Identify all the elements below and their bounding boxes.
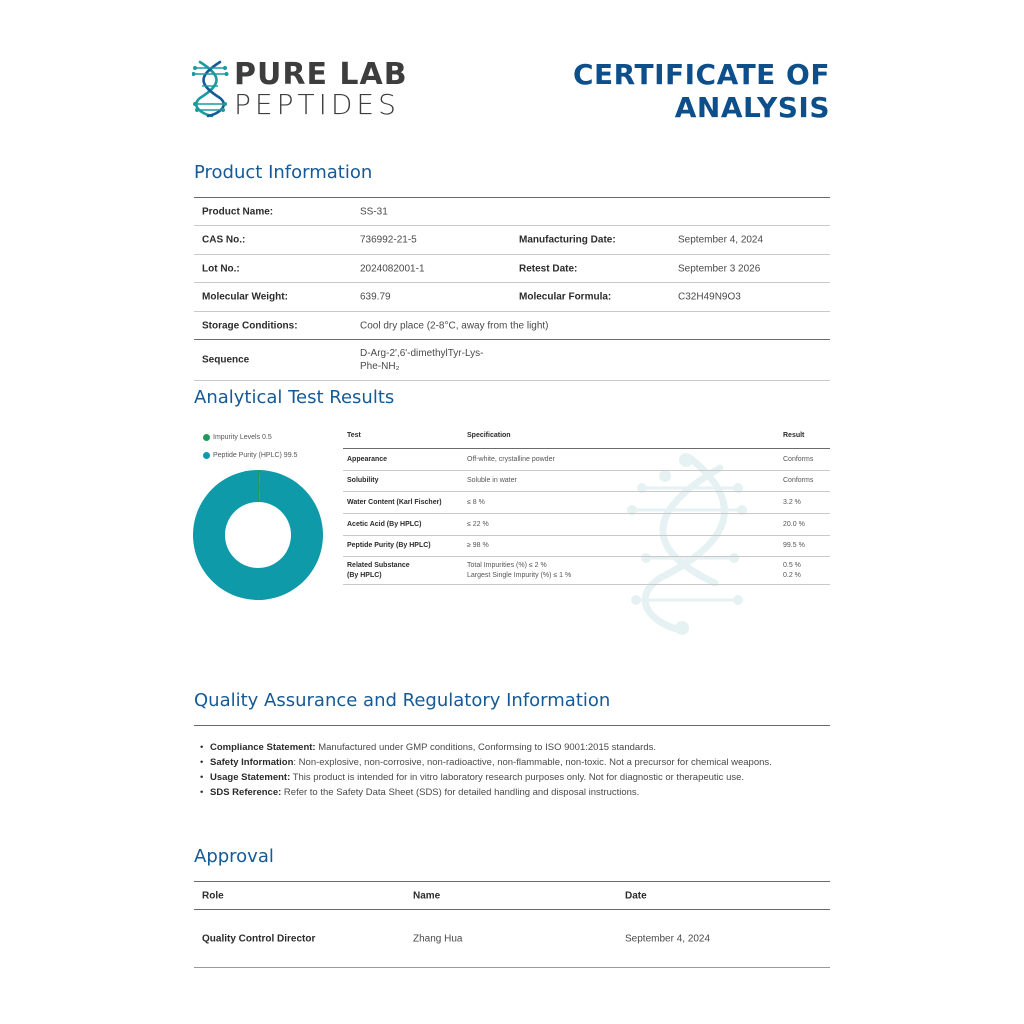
donut-slice-peptide-purity-hplc bbox=[193, 470, 323, 600]
qa-heading: Quality Assurance and Regulatory Information bbox=[194, 690, 611, 711]
test-name: Appearance bbox=[347, 455, 388, 463]
product-name-row bbox=[194, 198, 830, 226]
test-name: Acetic Acid (By HPLC) bbox=[347, 520, 422, 528]
logo-wordmark-top: PURE LAB bbox=[234, 56, 408, 92]
test-result-line-2: 0.2 % bbox=[783, 571, 801, 579]
test-spec: ≤ 22 % bbox=[467, 520, 489, 528]
sequence-row bbox=[194, 340, 830, 381]
approval-col-date: Date bbox=[625, 890, 647, 901]
retest-value: September 3 2026 bbox=[678, 263, 761, 274]
title-line-1: CERTIFICATE OF bbox=[573, 58, 830, 91]
sequence-line-2: Phe-NH₂ bbox=[360, 361, 400, 372]
mfg-date-value: September 4, 2024 bbox=[678, 234, 764, 246]
test-name: Peptide Purity (By HPLC) bbox=[347, 542, 431, 549]
cas-value: 736992-21-5 bbox=[360, 234, 417, 246]
item-text: This product is intended for in vitro laboratory research purposes only. Not for diagnostic or therapeutic use. bbox=[290, 772, 745, 783]
formula-label: Molecular Formula: bbox=[519, 291, 612, 303]
table-row bbox=[343, 449, 830, 471]
mw-value: 639.79 bbox=[360, 291, 391, 303]
table-row bbox=[343, 514, 830, 536]
legend-item-purity bbox=[203, 452, 297, 459]
test-spec: Soluble in water bbox=[467, 477, 517, 484]
table-header-row bbox=[343, 424, 830, 449]
document-title bbox=[573, 58, 830, 124]
item-text: Refer to the Safety Data Sheet (SDS) for detailed handling and disposal instructions. bbox=[281, 787, 640, 798]
approval-col-name: Name bbox=[413, 890, 441, 901]
lot-row bbox=[194, 255, 830, 283]
legend-swatch bbox=[203, 434, 210, 441]
item-label: Safety Information bbox=[210, 757, 294, 768]
test-name bbox=[347, 561, 410, 581]
test-spec: Off-white, crystalline powder bbox=[467, 455, 555, 463]
test-spec: ≥ 98 % bbox=[467, 542, 489, 549]
list-item bbox=[210, 770, 830, 785]
list-item bbox=[210, 740, 830, 755]
test-result-line-1: 0.5 % bbox=[783, 561, 801, 569]
test-name-line-2: (By HPLC) bbox=[347, 571, 382, 579]
test-name-line-1: Related Substance bbox=[347, 561, 410, 569]
dna-helix-icon bbox=[192, 58, 232, 120]
qa-list bbox=[210, 740, 830, 800]
approval-name: Zhang Hua bbox=[413, 933, 463, 945]
header-result: Result bbox=[783, 432, 805, 439]
test-spec-line-2: Largest Single Impurity (%) ≤ 1 % bbox=[467, 571, 572, 579]
sequence-label: Sequence bbox=[202, 354, 250, 366]
table-row bbox=[343, 492, 830, 514]
item-text: : Non-explosive, non-corrosive, non-radioactive, non-flammable, non-toxic. Not a precursor for chemical weapons. bbox=[293, 757, 772, 768]
header-spec: Specification bbox=[467, 432, 511, 439]
approval-date: September 4, 2024 bbox=[625, 933, 711, 945]
approval-heading: Approval bbox=[194, 846, 274, 867]
table-row bbox=[343, 471, 830, 492]
lot-label: Lot No.: bbox=[202, 263, 240, 274]
legend-label: Impurity Levels 0.5 bbox=[213, 434, 272, 441]
cas-label: CAS No.: bbox=[202, 234, 246, 246]
approval-header-row bbox=[194, 882, 830, 910]
product-name-label: Product Name: bbox=[202, 206, 274, 217]
list-item bbox=[210, 755, 830, 770]
product-info-heading: Product Information bbox=[194, 162, 373, 183]
test-result: 20.0 % bbox=[783, 520, 805, 528]
purity-donut-chart bbox=[193, 470, 323, 600]
legend-swatch bbox=[203, 452, 210, 459]
test-result: 3.2 % bbox=[783, 498, 801, 506]
test-spec bbox=[467, 561, 571, 581]
divider bbox=[194, 725, 830, 726]
item-text: Manufactured under GMP conditions, Conformsing to ISO 9001:2015 standards. bbox=[315, 742, 657, 753]
test-result: Conforms bbox=[783, 455, 814, 463]
approval-role: Quality Control Director bbox=[202, 933, 316, 945]
storage-value: Cool dry place (2-8°C, away from the light) bbox=[360, 320, 549, 331]
product-name-value: SS-31 bbox=[360, 206, 388, 217]
logo-wordmark-bottom: PEPTIDES bbox=[234, 87, 400, 121]
test-name: Water Content (Karl Fischer) bbox=[347, 498, 442, 506]
sequence-line-1: D-Arg-2',6'-dimethylTyr-Lys- bbox=[360, 348, 484, 359]
title-line-2: ANALYSIS bbox=[674, 91, 830, 124]
item-label: Usage Statement: bbox=[210, 772, 291, 783]
cas-row bbox=[194, 226, 830, 255]
company-logo bbox=[192, 58, 408, 120]
legend-label: Peptide Purity (HPLC) 99.5 bbox=[213, 452, 298, 459]
approval-col-role: Role bbox=[202, 890, 224, 901]
test-result: 99.5 % bbox=[783, 542, 805, 549]
sequence-value bbox=[360, 347, 483, 373]
formula-value: C32H49N9O3 bbox=[678, 291, 741, 303]
storage-label: Storage Conditions: bbox=[202, 320, 298, 331]
mfg-date-label: Manufacturing Date: bbox=[519, 234, 616, 246]
test-name: Solubility bbox=[347, 477, 379, 484]
lot-value: 2024082001-1 bbox=[360, 263, 425, 274]
legend-item-impurity bbox=[203, 434, 272, 441]
table-row bbox=[343, 536, 830, 557]
test-result: Conforms bbox=[783, 477, 814, 484]
mw-label: Molecular Weight: bbox=[202, 291, 288, 303]
retest-label: Retest Date: bbox=[519, 263, 578, 274]
test-spec-line-1: Total Impurities (%) ≤ 2 % bbox=[467, 561, 547, 569]
list-item bbox=[210, 785, 830, 800]
approval-row bbox=[194, 911, 830, 968]
table-row bbox=[343, 557, 830, 585]
test-result bbox=[783, 561, 801, 581]
molecular-row bbox=[194, 283, 830, 312]
item-label: Compliance Statement: bbox=[210, 742, 316, 753]
analytical-heading: Analytical Test Results bbox=[194, 387, 395, 408]
item-label: SDS Reference: bbox=[210, 787, 282, 798]
header-test: Test bbox=[347, 432, 361, 439]
storage-row bbox=[194, 312, 830, 340]
test-spec: ≤ 8 % bbox=[467, 498, 485, 506]
